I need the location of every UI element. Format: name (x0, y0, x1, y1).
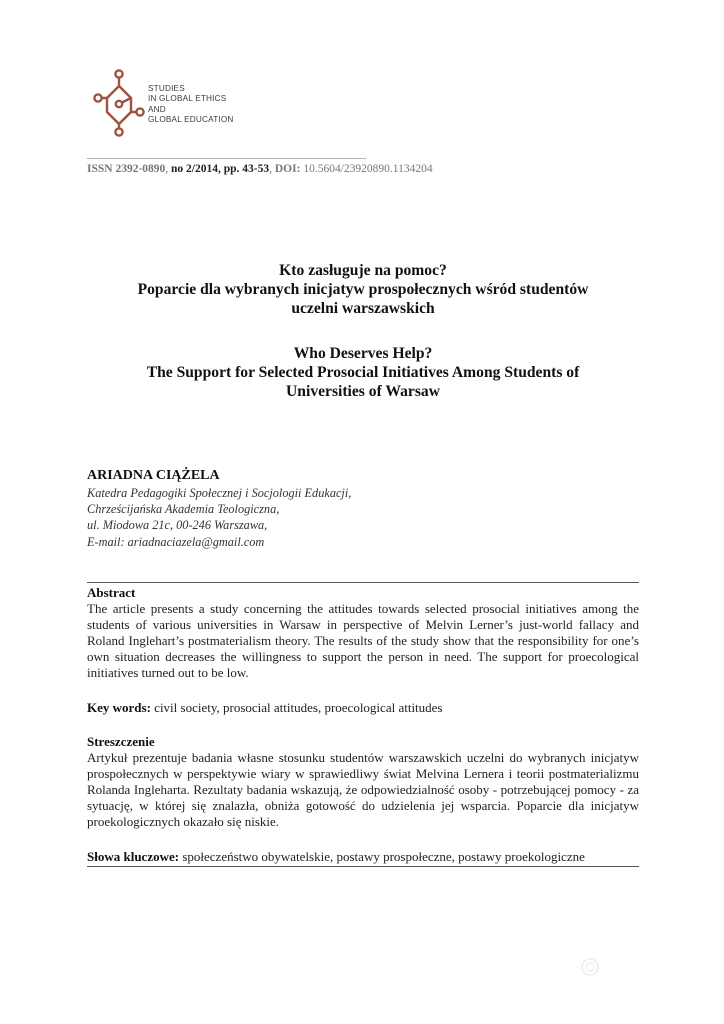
keywords-section (87, 700, 639, 716)
title-line: Poparcie dla wybranych inicjatyw prospołecznych wśród studentów (137, 281, 589, 298)
affiliation-line: Chrześcijańska Akademia Teologiczna, (87, 502, 280, 517)
abstract-divider (87, 582, 639, 583)
title-line: The Support for Selected Prosocial Initiatives Among Students of (146, 364, 580, 381)
doi-value: 10.5604/23920890.1134204 (303, 163, 433, 175)
journal-name-line: STUDIES (148, 84, 185, 93)
streszczenie-text: Artykuł prezentuje badania własne stosunku studentów warszawskich uczelni do wybranych inicjatyw prospołecznych w perspektywie wiary w sprawiedliwy świat Melvina Lernera i teorii postmaterializmu Rolanda Ingleharta. Rezultaty badania wskazują, że odpowiedzialność osoby - potrzebującej pomocy - za sytuację, w której się znalazła, obniża gotowość do udzielenia jej wsparcia. Poparcie dla inicjatyw proekologicznych okazało się niskie. (87, 750, 639, 829)
title-line: Kto zasługuje na pomoc? (279, 262, 447, 279)
slowa-kluczowe-section (87, 849, 639, 865)
title-english (87, 344, 639, 401)
journal-name-line: AND (148, 104, 166, 114)
issue-pages: no 2/2014, pp. 43-53 (171, 163, 270, 175)
header-divider (87, 158, 366, 159)
title-line: Who Deserves Help? (293, 345, 433, 362)
slowa-kluczowe-text: społeczeństwo obywatelskie, postawy prospołeczne, postawy proekologiczne (179, 849, 585, 864)
title-line: Universities of Warsaw (286, 383, 440, 400)
abstract-text: The article presents a study concerning the attitudes towards selected prosocial initiatives among the students of various universities in Warsaw in perspective of Melvin Lerner’s just-world fallacy and Roland Inglehart’s postmaterialism theory. The results of the study show that the responsibility for one’s own situation decreases the willingness to support the person in need. The support for proecological initiatives turned out to be low. (87, 601, 639, 680)
author-affiliation (87, 485, 351, 550)
issn: ISSN 2392-0890 (87, 163, 166, 175)
citation-line: ISSN 2392-0890, no 2/2014, pp. 43-53, DOI: 10.5604/23920890.1134204 (87, 163, 433, 175)
affiliation-line: E-mail: ariadnaciazela@gmail.com (87, 534, 265, 549)
abstract-heading: Abstract (87, 585, 136, 600)
journal-name-line: GLOBAL EDUCATION (148, 115, 234, 125)
keywords-label: Key words: (87, 700, 151, 715)
affiliation-line: Katedra Pedagogiki Społecznej i Socjologii Edukacji, (87, 486, 352, 500)
affiliation-line: ul. Miodowa 21c, 00-246 Warszawa, (87, 518, 268, 533)
watermark-icon (580, 957, 600, 977)
keywords-text: civil society, prosocial attitudes, proecological attitudes (150, 700, 443, 715)
journal-logo-icon (93, 68, 145, 138)
doi-label: DOI: (274, 163, 301, 175)
keywords-bottom-divider (87, 866, 639, 867)
journal-name (148, 84, 234, 126)
author-name: ARIADNA CIĄŻELA (87, 468, 220, 483)
journal-name-line: IN GLOBAL ETHICS (148, 94, 227, 104)
title-line: uczelni warszawskich (291, 300, 435, 317)
abstract-section (87, 585, 639, 681)
slowa-kluczowe-label: Słowa kluczowe: (87, 849, 180, 864)
title-polish (87, 261, 639, 318)
streszczenie-heading: Streszczenie (87, 734, 155, 749)
streszczenie-section (87, 734, 639, 830)
